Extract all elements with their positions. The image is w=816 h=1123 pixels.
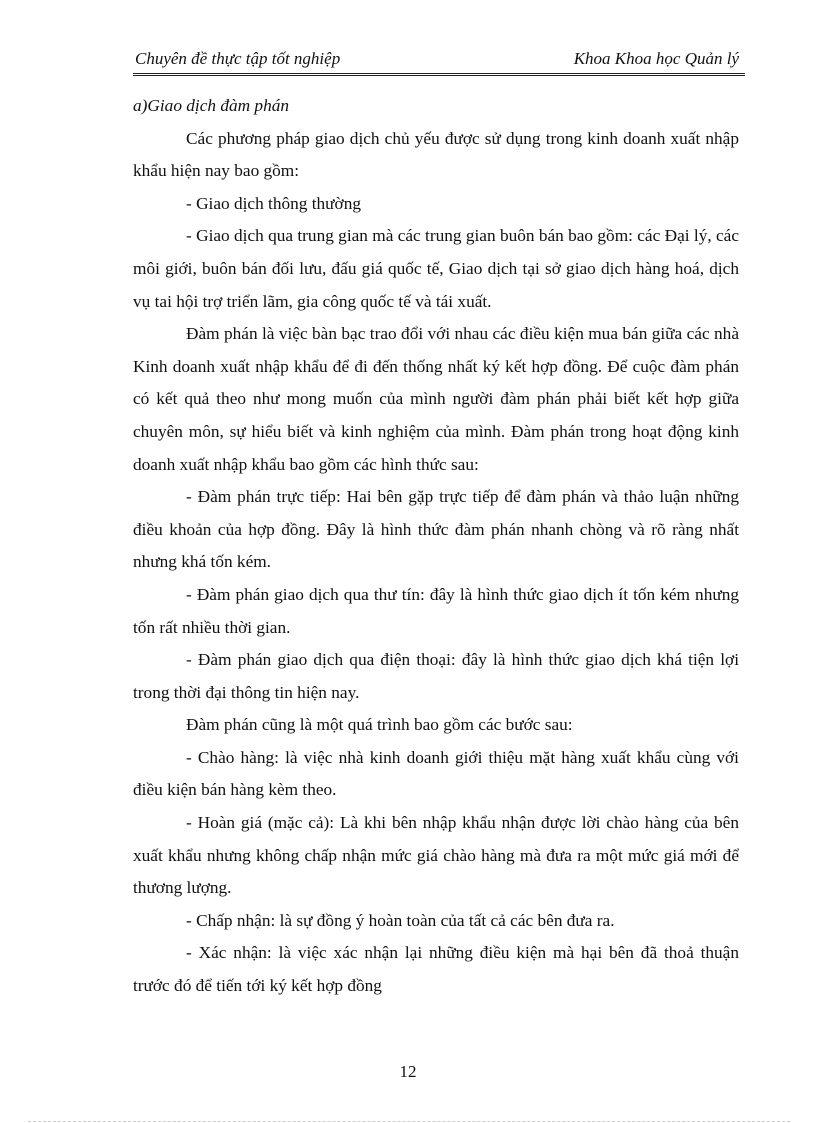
page-number: 12 <box>399 1062 417 1081</box>
list-item-direct-negotiation: - Đàm phán trực tiếp: Hai bên gặp trực tiếp để đàm phán và thảo luận những điều khoản của hợp đồng. Đây là hình thức đàm phán nhanh chòng và rõ ràng nhất nhưng khá tốn kém. <box>133 487 739 572</box>
footer-divider <box>28 1121 790 1122</box>
header-faculty-name: Khoa Khoa học Quản lý <box>573 49 739 68</box>
section-heading: a)Giao dịch đàm phán <box>133 96 289 115</box>
list-item-counter-offer: - Hoàn giá (mặc cả): Là khi bên nhập khẩu nhận được lời chào hàng của bên xuất khẩu nhưng không chấp nhận mức giá chào hàng mà đưa ra một mức giá mới để thương lượng. <box>133 813 739 898</box>
list-item-offer: - Chào hàng: là việc nhà kinh doanh giới thiệu mặt hàng xuất khẩu cùng với điều kiện bán hàng kèm theo. <box>133 747 739 800</box>
list-item-intermediary-trading: - Giao dịch qua trung gian mà các trung gian buôn bán bao gồm: các Đại lý, các môi giới, buôn bán đối lưu, đấu giá quốc tế, Giao dịch tại sở giao dịch hàng hoá, dịch vụ tai hội trợ triển lãm, gia công quốc tế và tái xuất. <box>133 226 739 311</box>
list-item-confirmation: - Xác nhận: là việc xác nhận lại những điều kiện mà hại bên đã thoả thuận trước đó để tiến tới ký kết hợp đồng <box>133 943 739 996</box>
page-header <box>133 47 745 76</box>
header-document-title: Chuyên đề thực tập tốt nghiệp <box>135 49 341 68</box>
page-body <box>133 90 739 1003</box>
paragraph-negotiation-steps: Đàm phán cũng là một quá trình bao gồm các bước sau: <box>186 715 573 735</box>
list-item-normal-trading: - Giao dịch thông thường <box>186 193 361 213</box>
list-item-acceptance: - Chấp nhận: là sự đồng ý hoàn toàn của tất cả các bên đưa ra. <box>186 910 615 930</box>
paragraph-negotiation-definition: Đàm phán là việc bàn bạc trao đổi với nhau các điều kiện mua bán giữa các nhà Kinh doanh xuất nhập khẩu để đi đến thống nhất ký kết hợp đồng. Để cuộc đàm phán có kết quả theo như mong muốn của mình người đàm phán phải biết kết hợp giữa chuyên môn, sự hiểu biết và kinh nghiệm của mình. Đàm phán trong hoạt động kinh doanh xuất nhập khẩu bao gồm các hình thức sau: <box>133 324 739 474</box>
list-item-mail-negotiation: - Đàm phán giao dịch qua thư tín: đây là hình thức giao dịch ít tốn kém nhưng tốn rất nhiều thời gian. <box>133 584 739 637</box>
paragraph-intro: Các phương pháp giao dịch chủ yếu được sử dụng trong kinh doanh xuất nhập khẩu hiện nay bao gồm: <box>133 128 739 181</box>
list-item-phone-negotiation: - Đàm phán giao dịch qua điện thoại: đây là hình thức giao dịch khá tiện lợi trong thời đại thông tin hiện nay. <box>133 650 739 702</box>
